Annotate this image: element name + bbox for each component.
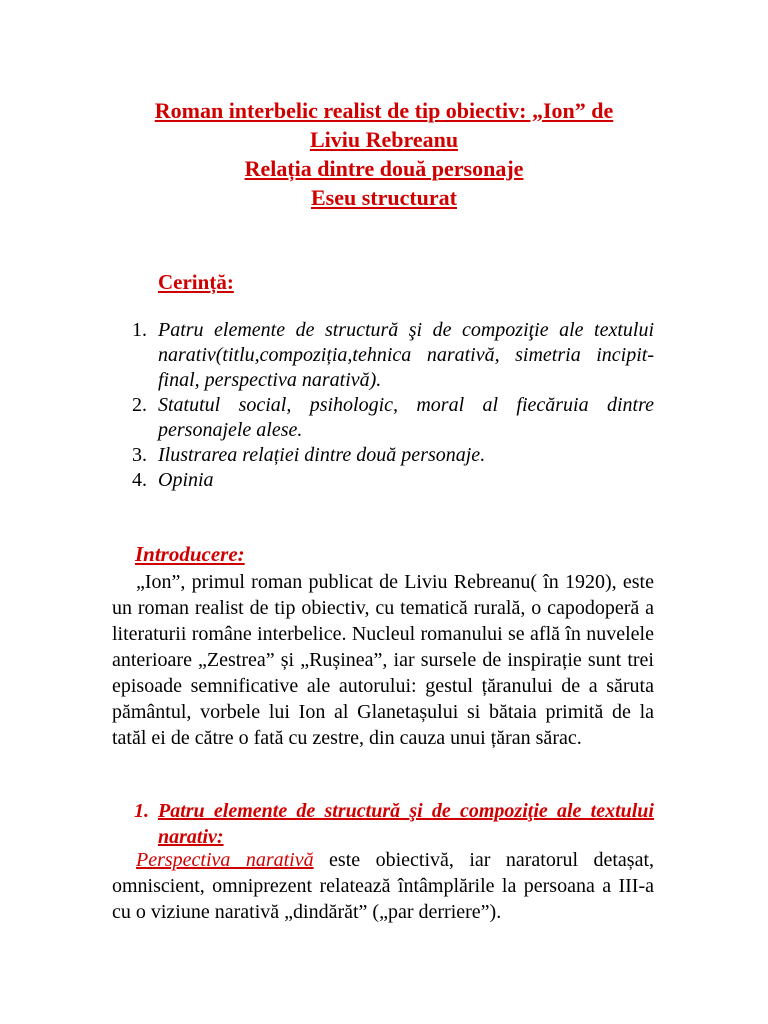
introduction-paragraph: „Ion”, primul roman publicat de Liviu Rebreanu( în 1920), este un roman realist de tip obiectiv, cu tematică rurală, o capodoperă a literaturii române interbelice. Nucleul romanului se află în nuvelele anterioare „Zestrea” și „Rușinea”, iar sursele de inspirație sunt trei episoade semnificative ale autorului: gestul țăranului de a săruta pământul, vorbele lui Ion al Glanetașului si bătaia primită de la tatăl ei de către o fată cu zestre, din cauza unui țăran sărac.	[112, 571, 654, 749]
requirement-number: 1.	[132, 319, 147, 341]
requirement-item	[130, 443, 654, 468]
title-line-3: Relația dintre două personaje	[244, 156, 524, 181]
title-line-2: Liviu Rebreanu	[309, 127, 459, 152]
perspective-paragraph	[112, 847, 654, 925]
requirement-text: Opinia	[158, 469, 214, 491]
requirement-text: Statutul social, psihologic, moral al fiecăruia dintre personajele alese.	[158, 394, 654, 441]
requirement-item	[130, 468, 654, 493]
perspective-label: Perspectiva narativă	[136, 849, 314, 871]
requirement-number: 2.	[132, 394, 147, 416]
requirements-list	[130, 318, 654, 493]
perspective-text: este obiectivă, iar naratorul detașat, omniscient, omniprezent relatează întâmplările la persoana a III-a cu o viziune narativă „dindărăt” („par derriere”).	[112, 849, 655, 923]
document-title	[100, 96, 668, 212]
requirements-label: Cerință:	[158, 270, 234, 294]
section-number: 1.	[134, 800, 149, 822]
requirement-text: Ilustrarea relației dintre două personaje.	[158, 444, 486, 466]
requirement-item	[130, 393, 654, 443]
title-line-4: Eseu structurat	[310, 185, 458, 210]
section-heading-text: Patru elemente de structură şi de compoziţie ale textului narativ:	[158, 800, 654, 848]
requirement-text: Patru elemente de structură şi de compoziţie ale textului narativ(titlu,compoziția,tehnica narativă, simetria incipit-final, perspectiva narativă).	[158, 319, 654, 391]
introduction-label: Introducere:	[135, 542, 245, 566]
requirement-number: 4.	[132, 469, 147, 491]
requirement-item	[130, 318, 654, 393]
section-1-heading	[130, 798, 654, 850]
title-line-1: Roman interbelic realist de tip obiectiv: „Ion” de	[154, 98, 614, 123]
requirement-number: 3.	[132, 444, 147, 466]
